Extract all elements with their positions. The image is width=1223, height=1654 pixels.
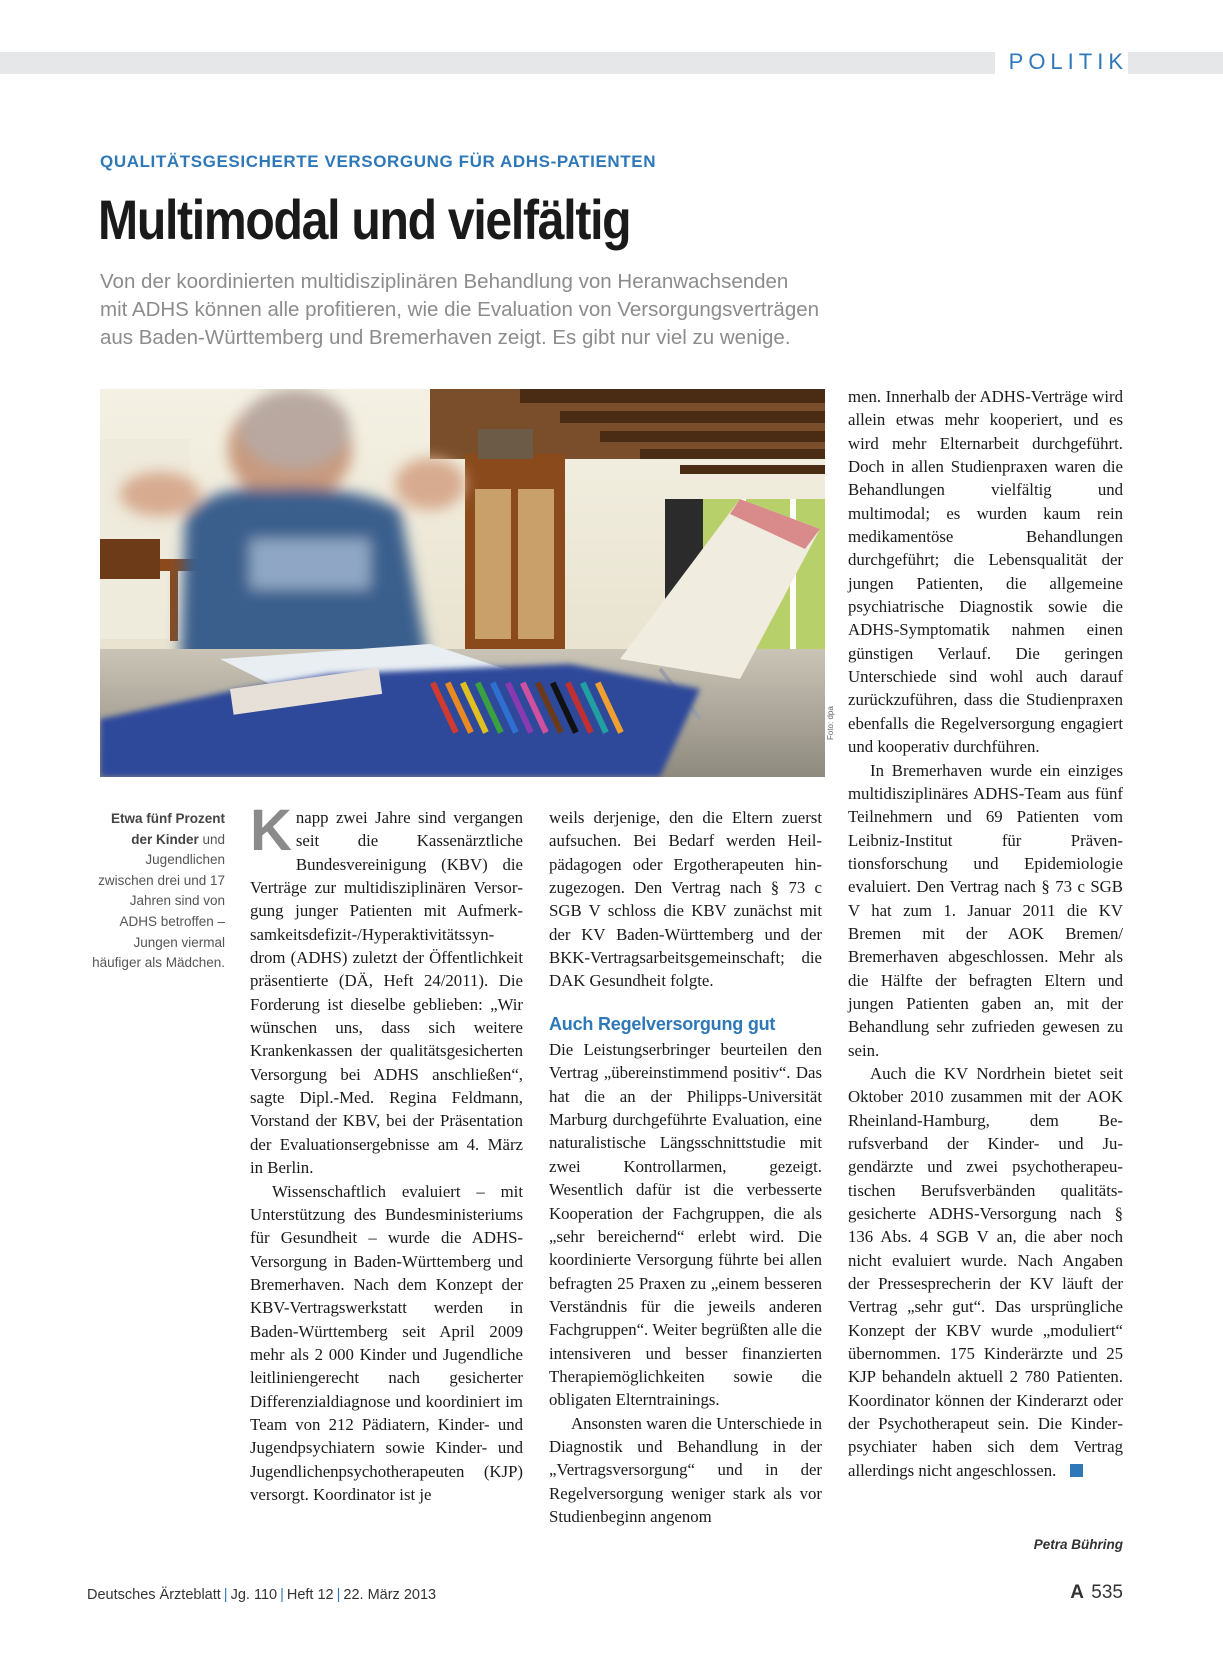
paragraph: men. Innerhalb der ADHS-Verträge wird allein etwas mehr kooperiert, und es wird mehr Elternarbeit durchgeführt. Doch in allen Studienpraxen waren die Behandlungen vielfältig und multimodal; es wurden kaum rein medikamentöse Behandlungen durchgeführt; die Lebensqualität der jungen Patienten, die allgemeine psychiatrische Diagnostik sowie die ADHS-Symptomatik nahmen einen günstigen Verlauf. Die geringen Unterschiede sind wohl auch darauf zurückzuführen, dass die Studienpraxen ebenfalls die Regelversorgung engagiert und kooperativ durchführen. (848, 387, 1123, 757)
lead-line: aus Baden-Württemberg und Bremerhaven zeigt. Es gibt nur viel zu wenige. (100, 326, 791, 349)
issue: Heft 12 (286, 1587, 334, 1603)
caption-text: und Jugendlichen zwischen drei und 17 Jahren sind von ADHS betroffen – Jungen viermal häufiger als Mädchen. (92, 831, 225, 971)
paragraph: napp zwei Jahre sind vergangen seit die Kassenärztliche Bundesvereinigung (KBV) die Verträge zur multidisziplinären Versorgung junger Patienten mit Aufmerksamkeitsdefizit-/Hyperaktivitätssyndrom (ADHS) zuletzt der Öffentlichkeit präsentierte (DÄ, Heft 24/2011). Die Forderung ist dieselbe geblieben: „Wir wünschen uns, dass sich weitere Krankenkassen der qualitätsgesicherten Versorgung bei ADHS anschließen“, sagte Dipl.-Med. Regina Feldmann, Vorstand der KBV, bei der Präsentation der Evaluationsergebnisse am 4. März in Berlin. (250, 808, 523, 1178)
page-number (1070, 1582, 1123, 1604)
article-lead (100, 268, 940, 352)
text-column-3 (848, 385, 1123, 1482)
page-prefix: A (1070, 1582, 1085, 1603)
volume: Jg. 110 (230, 1587, 278, 1603)
article-headline: Multimodal und vielfältig (98, 188, 631, 251)
divider: | (280, 1587, 284, 1603)
end-mark-icon (1070, 1464, 1083, 1477)
text-column-1 (250, 798, 523, 1506)
lead-line: Von der koordinierten multidisziplinären Behandlung von Heranwachsenden (100, 270, 789, 293)
caption-bold: Etwa fünf Prozent der Kinder (111, 811, 225, 847)
paragraph: In Bremerhaven wurde ein einziges multidisziplinäres ADHS-Team aus fünf Teilnehmern und 69 Patienten vom Leibniz-Institut für Präventionsforschung und Epidemiologie evaluiert. Den Vertrag nach § 73 c SGB V hat zum 1. Januar 2011 die KV Bremen mit der AOK Bremen/ Bremerhaven abgeschlossen. Mehr als die Hälfte der befragten Eltern und jungen Patienten gaben an, mit der Behandlung sehr zufrieden gewesen zu sein. (848, 760, 1123, 1060)
text-column-2 (549, 806, 822, 1528)
paragraph: Die Leistungserbringer beurteilen den Vertrag „übereinstimmend positiv“. Das hat die an der Philipps-Universität Marburg durchgeführte Evaluation, eine naturalistische Längsschnittstudie mit zwei Kontrollarmen, gezeigt. Wesentlich dafür ist die verbesserte Kooperation der Fachgruppen, die als „sehr bereichernd“ erlebt wird. Die koordinierte Versorgung führte bei allen befragten 25 Praxen zu „einem besseren Verständnis für die jeweils anderen Fachgruppen“. Weiter begrüßten alle die intensiveren und besser finanzierten Therapiemöglichkeiten sowie die obligaten Elterntrainings. (549, 1040, 822, 1410)
photo-caption (90, 809, 225, 974)
page-number-value: 535 (1091, 1582, 1123, 1603)
photo-credit: Foto: dpa (826, 706, 835, 740)
section-label: POLITIK (995, 46, 1128, 78)
paragraph: Ansonsten waren die Unterschiede in Diagnostik und Behandlung in der „Vertragsversorgung“ und in der Regelversorgung weniger stark als vor Studienbeginn angenom (549, 1413, 822, 1526)
page-footer (87, 1587, 436, 1603)
article-kicker: QUALITÄTSGESICHERTE VERSORGUNG FÜR ADHS-PATIENTEN (100, 152, 657, 171)
article-photo (100, 389, 825, 777)
divider: | (223, 1587, 228, 1603)
paragraph: Auch die KV Nordrhein bietet seit Oktober 2010 zusammen mit der AOK Rheinland-Hamburg, dem Berufsverband der Kinder- und Jugendärzte und zwei psychotherapeutischen Berufsverbänden qualitätsgesicherte ADHS-Versorgung nach § 136 Abs. 4 SGB V an, die aber noch nicht evaluiert wurde. Nach Angaben der Pressesprecherin der KV läuft der Vertrag „sehr gut“. Das ursprüngliche Konzept der KBV wurde „moduliert“ übernommen. 175 Kinderärzte und 25 KJP behandeln aktuell 2 780 Patienten. Koordinator können der Kinderarzt oder der Psychotherapeut sein. Die Kinderpsychiater haben sich dem Vertrag allerdings nicht angeschlossen. (848, 1063, 1123, 1480)
divider: | (336, 1587, 341, 1603)
lead-line: mit ADHS können alle profitieren, wie die Evaluation von Versorgungsverträgen (100, 298, 820, 321)
paragraph-last (848, 1062, 1123, 1482)
subheading: Auch Regelversorgung gut (549, 1013, 776, 1034)
journal-name: Deutsches Ärzteblatt (87, 1587, 221, 1603)
paragraph: weils derjenige, den die Eltern zuerst aufsuchen. Bei Bedarf werden Heilpädagogen oder Ergotherapeuten hinzugezogen. Den Vertrag nach § 73 c SGB V schloss die KBV zunächst mit der KV Baden-Württemberg und der BKK-Vertragsarbeitsgemeinschaft; die DAK Gesundheit folgte. (549, 808, 822, 991)
drop-cap: K (250, 798, 292, 863)
paragraph: Wissenschaftlich evaluiert – mit Unterstützung des Bundesministeriums für Gesundheit – wurde die ADHS-Versorgung in Baden-Württemberg und Bremerhaven. Nach dem Konzept der KBV-Vertragswerkstatt werden in Baden-Württemberg seit April 2009 mehr als 2 000 Kinder und Jugendliche leitliniengerecht nach gesicherter Differenzialdiagnose und koordiniert im Team von 212 Pädiatern, Kinder- und Jugendpsychiatern sowie Kinder- und Jugendlichenpsychotherapeuten (KJP) versorgt. Koordinator ist je (250, 1181, 523, 1504)
author-byline: Petra Bühring (1033, 1537, 1123, 1552)
issue-date: 22. März 2013 (343, 1587, 437, 1603)
